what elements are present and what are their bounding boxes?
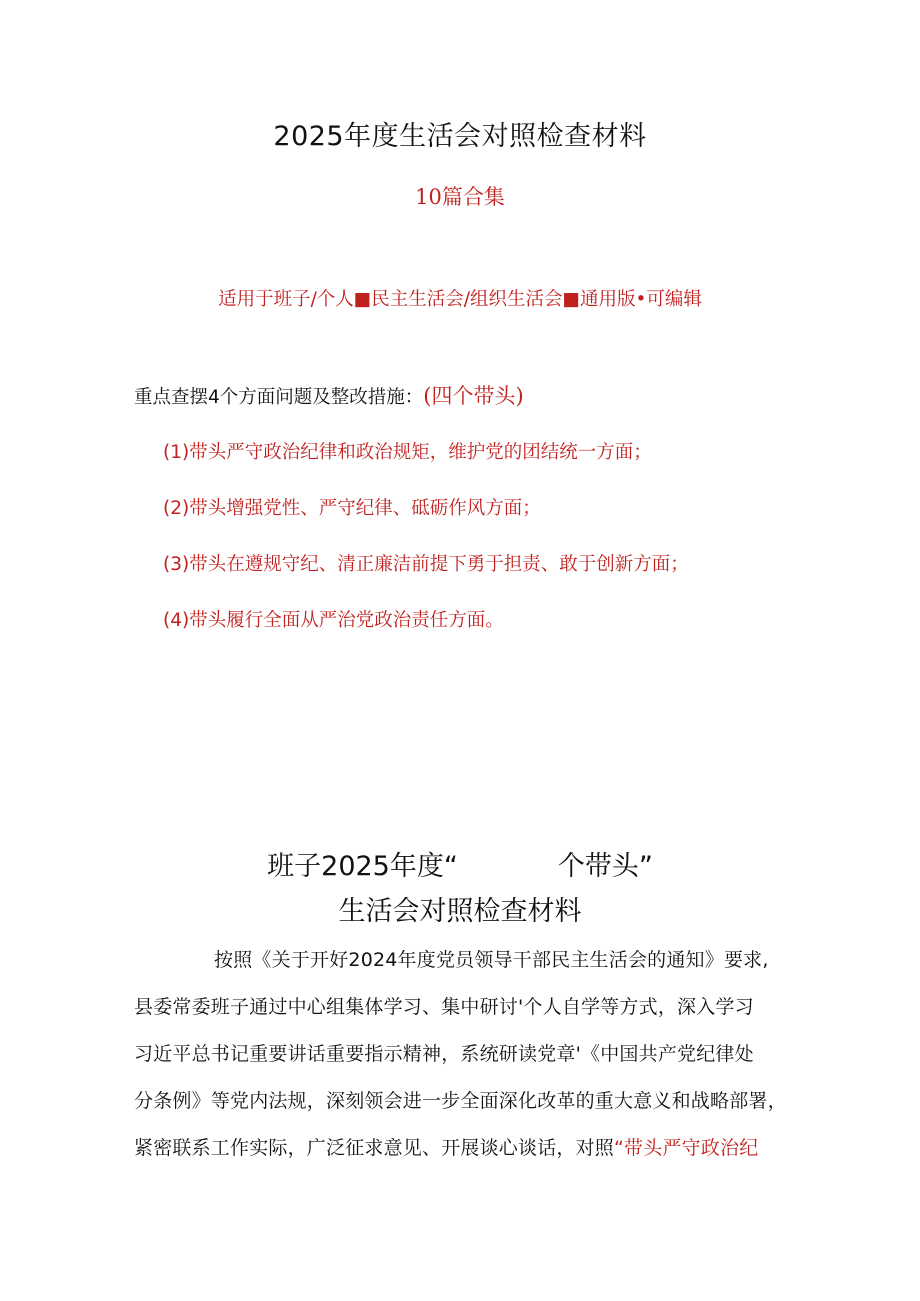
paragraph-line: 县委常委班子通过中心组集体学习、集中研讨'个人自学等方式，深入学习 [134, 996, 754, 1018]
focus-label: 重点查摆4个方面问题及整改措施： [134, 387, 424, 408]
section-title-left: 班子2025年度“ [267, 851, 458, 882]
focus-heading [134, 380, 524, 410]
focus-item: (1)带头严守政治纪律和政治规矩，维护党的团结统一方面； [163, 442, 652, 463]
focus-item: (2)带头增强党性、严守纪律、砥砺作风方面； [163, 498, 541, 519]
section-title-line-1 [0, 844, 920, 883]
paragraph-line: 习近平总书记重要讲话重要指示精神，系统研读党章'《中国共产党纪律处 [134, 1043, 754, 1065]
scope-line: 适用于班子/个人■民主生活会/组织生活会■通用版•可编辑 [218, 289, 702, 310]
section-title-right: 个带头” [557, 851, 653, 882]
focus-paren: (四个带头) [423, 384, 524, 408]
document-title: 2025年度生活会对照检查材料 [273, 121, 647, 152]
document-subtitle: 10篇合集 [415, 185, 505, 209]
paragraph-line: 分条例》等党内法规，深刻领会进一步全面深化改革的重大意义和战略部署， [134, 1090, 787, 1112]
focus-item: (3)带头在遵规守纪、清正廉洁前提下勇于担责、敢于创新方面； [163, 554, 689, 575]
paragraph-red-tail: “带头严守政治纪 [614, 1137, 759, 1159]
paragraph-line: 按照《关于开好2024年度党员领导干部民主生活会的通知》要求, [214, 949, 769, 971]
paragraph-text: 紧密联系工作实际，广泛征求意见、开展谈心谈话，对照 [134, 1137, 615, 1159]
section-title-line-2: 生活会对照检查材料 [338, 896, 582, 927]
focus-item: (4)带头履行全面从严治党政治责任方面。 [163, 610, 504, 631]
paragraph-line [134, 1133, 758, 1160]
